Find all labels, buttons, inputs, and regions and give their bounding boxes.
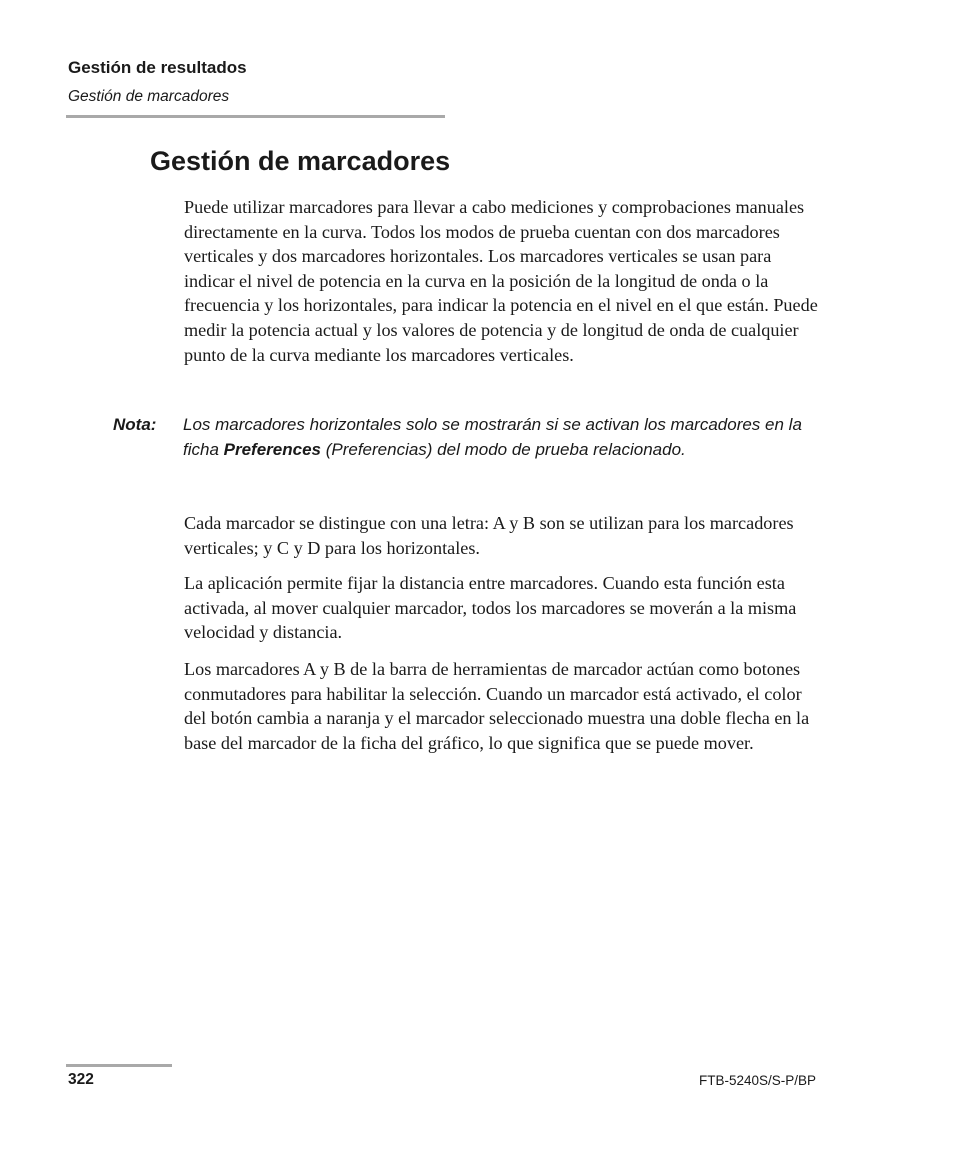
note-label: Nota: xyxy=(113,415,157,434)
header-divider xyxy=(66,115,445,118)
note-text-after: (Preferencias) del modo de prueba relacionado. xyxy=(320,439,686,459)
product-code: FTB-5240S/S-P/BP xyxy=(698,1073,816,1088)
page-number: 322 xyxy=(68,1071,94,1088)
footer-divider xyxy=(66,1064,172,1067)
section-subtitle: Gestión de marcadores xyxy=(68,88,230,105)
note-emphasis: Preferences xyxy=(223,439,321,459)
note-text-before: Los marcadores horizontales solo se mostrarán si se activan los marcadores en la ficha xyxy=(183,415,802,459)
paragraph-marker-distance: La aplicación permite fijar la distancia entre marcadores. Cuando esta función esta activada, al mover cualquier marcador, todos los marcadores se moverán a la misma velocidad y distancia. xyxy=(184,573,797,643)
paragraph-marker-letters: Cada marcador se distingue con una letra: A y B son se utilizan para los marcadores verticales; y C y D para los horizontales. xyxy=(184,513,794,558)
chapter-title: Gestión de resultados xyxy=(68,58,247,77)
note-text xyxy=(183,413,823,462)
page-title: Gestión de marcadores xyxy=(150,146,451,176)
running-header xyxy=(68,57,448,107)
paragraph-marker-toolbar: Los marcadores A y B de la barra de herramientas de marcador actúan como botones conmutadores para habilitar la selección. Cuando un marcador está activado, el color del botón cambia a naranja y el marcador seleccionado muestra una doble flecha en la base del marcador de la ficha del gráfico, lo que significa que se puede mover. xyxy=(184,659,810,753)
paragraph-intro: Puede utilizar marcadores para llevar a cabo mediciones y comprobaciones manuales directamente en la curva. Todos los modos de prueba cuentan con dos marcadores verticales y dos marcadores horizontales. Los marcadores verticales se usan para indicar el nivel de potencia en la curva en la posición de la longitud de onda o la frecuencia y los horizontales, para indicar la potencia en el nivel en el que están. Puede medir la potencia actual y los valores de potencia y de longitud de onda de cualquier punto de la curva mediante los marcadores verticales. xyxy=(184,197,818,365)
